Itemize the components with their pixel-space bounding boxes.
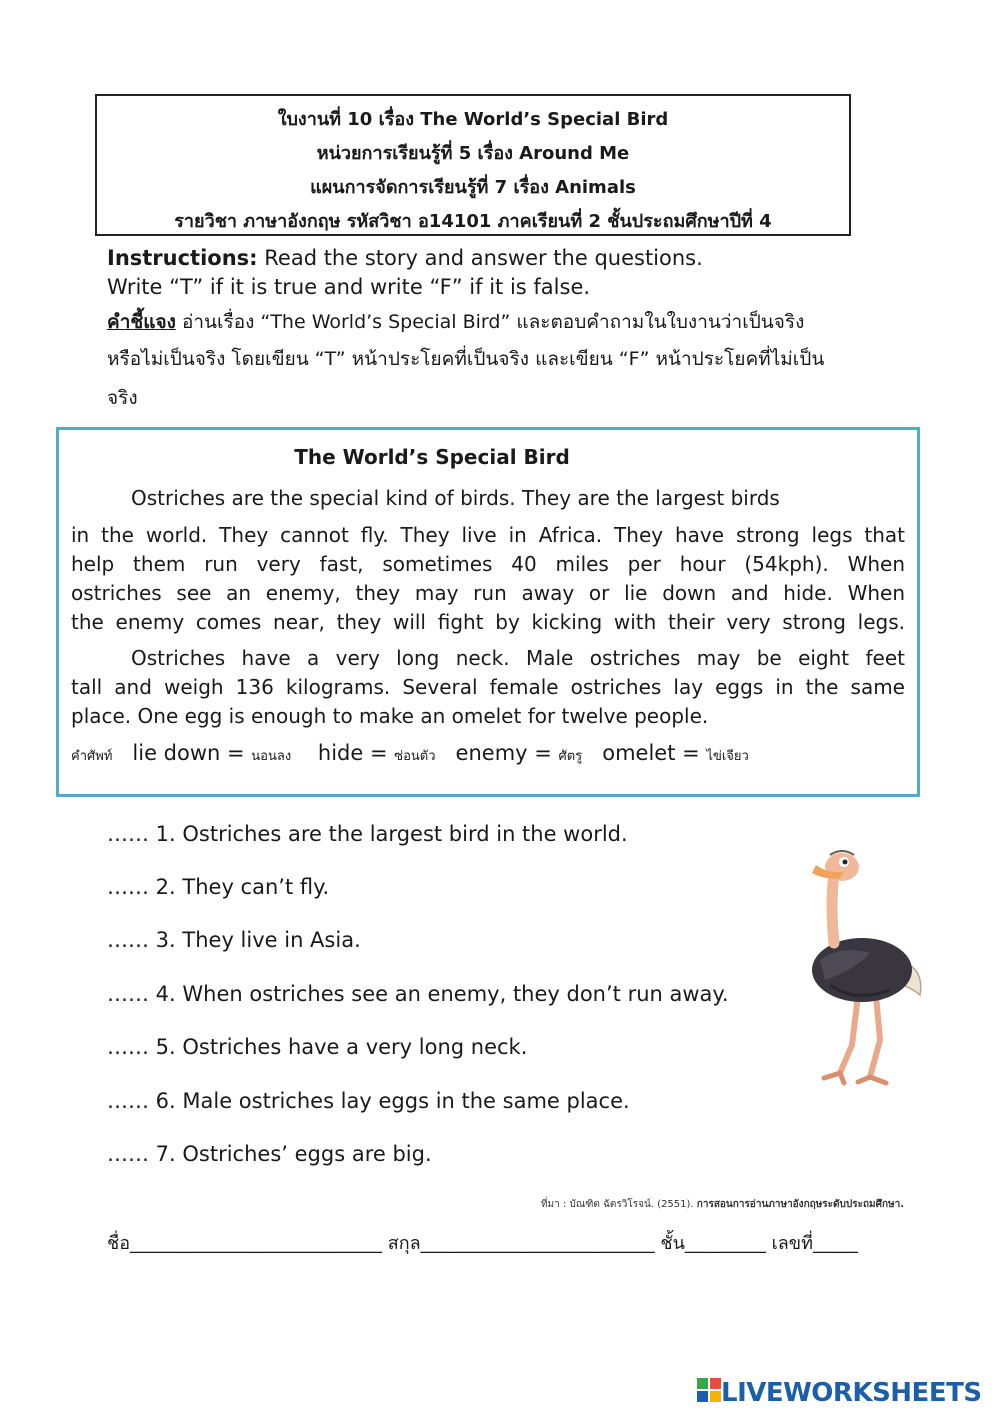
ostrich-illustration [800, 845, 930, 1090]
story-line: in the world. They cannot fly. They live in Africa. They have strong legs that [71, 523, 905, 547]
story-line: Ostriches are the special kind of birds. They are the largest birds [131, 486, 780, 510]
question-7[interactable]: …… 7. Ostriches’ eggs are big. [107, 1142, 432, 1166]
instructions-text-1: Read the story and answer the questions. [257, 246, 703, 270]
thai-instructions-label: คำชี้แจง [107, 311, 176, 333]
story-line: the enemy comes near, they will fight by kicking with their very strong legs. [71, 610, 905, 634]
header-line-1: ใบงานที่ 10 เรื่อง The World’s Special Bird [277, 109, 669, 130]
vocab-word-2: hide = [317, 741, 395, 765]
thai-instructions-text-1: อ่านเรื่อง “The World’s Special Bird” และตอบคำถามในใบงานว่าเป็นจริง [175, 311, 805, 333]
liveworksheets-logo-icon [697, 1378, 721, 1402]
story-paragraph-2 [71, 644, 905, 731]
header-line-4: รายวิชา ภาษาอังกฤษ รหัสวิชา อ14101 ภาคเรียนที่ 2 ชั้นประถมศึกษาปีที่ 4 [174, 211, 772, 232]
story-title: The World’s Special Bird [294, 445, 570, 469]
thai-instructions-line-2: หรือไม่เป็นจริง โดยเขียน “T” หน้าประโยคที่เป็นจริง และเขียน “F” หน้าประโยคที่ไม่เป็น [107, 348, 825, 370]
story-line: place. One egg is enough to make an omelet for twelve people. [71, 704, 709, 728]
liveworksheets-logo-text: LIVEWORKSHEETS [721, 1378, 982, 1408]
story-line: help them run very fast, sometimes 40 miles per hour (54kph). When [71, 552, 905, 576]
story-paragraph-1 [71, 521, 905, 637]
source-citation [541, 1197, 904, 1212]
vocab-label: คำศัพท์ [71, 749, 113, 764]
vocab-translation-3: ศัตรู [558, 749, 583, 764]
worksheet-header-box [95, 94, 851, 236]
instructions-label: Instructions: [107, 246, 258, 270]
thai-instructions-line-1 [107, 304, 804, 340]
vocab-word-4: omelet = [602, 741, 707, 765]
vocab-word-1: lie down = [132, 741, 252, 765]
story-paragraph-1-first-line [71, 484, 905, 513]
source-title: การสอนการอ่านภาษาอังกฤษระดับประถมศึกษา. [696, 1199, 904, 1210]
question-4[interactable]: …… 4. When ostriches see an enemy, they don’t run away. [107, 982, 729, 1006]
question-6[interactable]: …… 6. Male ostriches lay eggs in the same place. [107, 1089, 630, 1113]
vocabulary-line [71, 741, 749, 766]
instructions-line-1 [107, 243, 703, 273]
question-2[interactable]: …… 2. They can’t fly. [107, 875, 330, 899]
question-5[interactable]: …… 5. Ostriches have a very long neck. [107, 1035, 528, 1059]
vocab-translation-1: นอนลง [251, 749, 292, 764]
vocab-word-3: enemy = [455, 741, 559, 765]
student-info-line[interactable]: ชื่อ____________________________ สกุล__________________________ ชั้น_________ เลขที่_____ [107, 1233, 858, 1254]
question-1[interactable]: …… 1. Ostriches are the largest bird in the world. [107, 822, 628, 846]
story-line: Ostriches have a very long neck. Male ostriches may be eight feet [131, 646, 905, 670]
instructions-line-2: Write “T” if it is true and write “F” if it is false. [107, 275, 591, 299]
vocab-translation-4: ไข่เจียว [706, 749, 749, 764]
liveworksheets-logo [697, 1378, 982, 1408]
thai-instructions-line-3: จริง [107, 387, 138, 409]
story-line: ostriches see an enemy, they may run away or lie down and hide. When [71, 581, 905, 605]
question-3[interactable]: …… 3. They live in Asia. [107, 928, 361, 952]
vocab-translation-2: ซ่อนตัว [394, 749, 436, 764]
story-line: tall and weigh 136 kilograms. Several female ostriches lay eggs in the same [71, 675, 905, 699]
header-line-2: หน่วยการเรียนรู้ที่ 5 เรื่อง Around Me [316, 143, 630, 164]
header-line-3: แผนการจัดการเรียนรู้ที่ 7 เรื่อง Animals [310, 177, 636, 198]
source-prefix: ที่มา : บัณฑิต ฉัตรวิโรจน์. (2551). [540, 1199, 697, 1210]
